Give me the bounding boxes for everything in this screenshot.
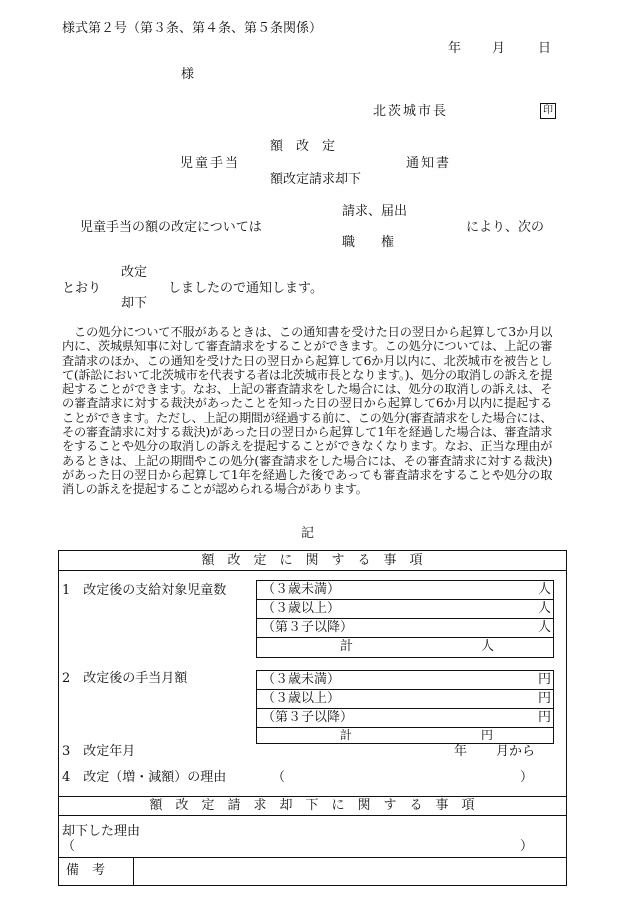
title-option-amount-revision: 額 改 定 xyxy=(270,139,336,154)
item4-label: 4 改定（増・減額）の理由 xyxy=(62,770,227,785)
amount-row-third: （第３子以降） xyxy=(262,710,354,725)
unit-people: 人 xyxy=(481,639,495,654)
item3-label: 3 改定年月 xyxy=(62,744,136,759)
title-suffix: 通知書 xyxy=(406,156,452,171)
unit-yen: 円 xyxy=(538,691,552,706)
child-total-label: 計 xyxy=(340,639,354,654)
rejection-paren-open: （ xyxy=(62,839,76,854)
unit-yen: 円 xyxy=(538,672,552,687)
amount-row-over3: （３歳以上） xyxy=(262,691,341,706)
title-option-rejection: 額改定請求却下 xyxy=(270,172,362,187)
unit-people: 人 xyxy=(538,620,552,635)
rejection-paren-close: ） xyxy=(520,839,534,854)
child-row-over3: （３歳以上） xyxy=(262,601,341,616)
form-number: 様式第２号（第３条、第４条、第５条関係） xyxy=(62,21,323,36)
item3-month-from: 月から xyxy=(496,744,536,759)
intro-option-authority: 職 権 xyxy=(342,235,395,250)
amount-row-under3: （３歳未満） xyxy=(262,672,341,687)
unit-yen: 円 xyxy=(538,710,552,725)
unit-people: 人 xyxy=(538,601,552,616)
seal-mark: 印 xyxy=(540,103,556,119)
appeal-notice-paragraph xyxy=(62,325,552,497)
item4-paren-close: ） xyxy=(520,770,534,785)
item1-label: 1 改定後の支給対象児童数 xyxy=(62,583,227,598)
issuer-name: 北茨城市長 xyxy=(373,104,449,119)
title-prefix: 児童手当 xyxy=(180,156,241,171)
result-option-revised: 改定 xyxy=(121,265,148,280)
date-day-label: 日 xyxy=(538,41,552,56)
item2-label: 2 改定後の手当月額 xyxy=(62,671,188,686)
unit-people: 人 xyxy=(538,582,552,597)
intro-tail: により、次の xyxy=(466,220,545,235)
ki-heading: 記 xyxy=(301,526,315,541)
unit-yen: 円 xyxy=(481,728,494,742)
remarks-label: 備 考 xyxy=(66,863,106,878)
result-option-rejected: 却下 xyxy=(121,296,148,311)
revision-section-header: 額 改 定 に 関 す る 事 項 xyxy=(201,553,423,568)
rejection-reason-label: 却下した理由 xyxy=(62,824,141,839)
appeal-notice-text: この処分について不服があるときは、この通知書を受けた日の翌日から起算して3か月以内に、茨城県知事に対して審査請求をすることができます。この処分については、上記の審査請求のほか、この通知を受けた日の翌日から起算して6か月以内に、北茨城市を被告として(訴訟において北茨城市を代表する者は北茨城市長となります。)、処分の取消しの訴えを提起することができます。なお、上記の審査請求をした場合には、処分の取消しの訴えは、その審査請求に対する裁決があったことを知った日の翌日から起算して6か月以内に提起することができます。ただし、上記の期間が経過する前に、この処分(審査請求をした場合には、その審査請求に対する裁決)があった日の翌日から起算して1年を経過した場合は、審査請求をすることや処分の取消しの訴えを提起することができなくなります。なお、正当な理由があるときは、上記の期間やこの処分(審査請求をした場合には、その審査請求に対する裁決)があった日の翌日から起算して1年を経過した後であっても審査請求をすることや処分の取消しの訴えを提起することが認められる場合があります。 xyxy=(62,325,552,497)
child-row-under3: （３歳未満） xyxy=(262,582,341,597)
result-tail: しましたので通知します。 xyxy=(168,281,323,296)
rejection-section-header: 額 改 定 請 求 却 下 に 関 す る 事 項 xyxy=(149,798,475,813)
item4-paren-open: （ xyxy=(272,770,286,785)
amount-total-label: 計 xyxy=(340,728,353,742)
intro-lead: 児童手当の額の改定については xyxy=(80,220,262,235)
intro-option-request: 請求、届出 xyxy=(342,204,408,219)
date-year-label: 年 xyxy=(448,41,462,56)
item3-year: 年 xyxy=(454,744,468,759)
date-month-label: 月 xyxy=(492,41,506,56)
child-row-third: （第３子以降） xyxy=(262,620,354,635)
recipient-suffix: 様 xyxy=(181,67,195,82)
result-lead: とおり xyxy=(62,281,102,296)
